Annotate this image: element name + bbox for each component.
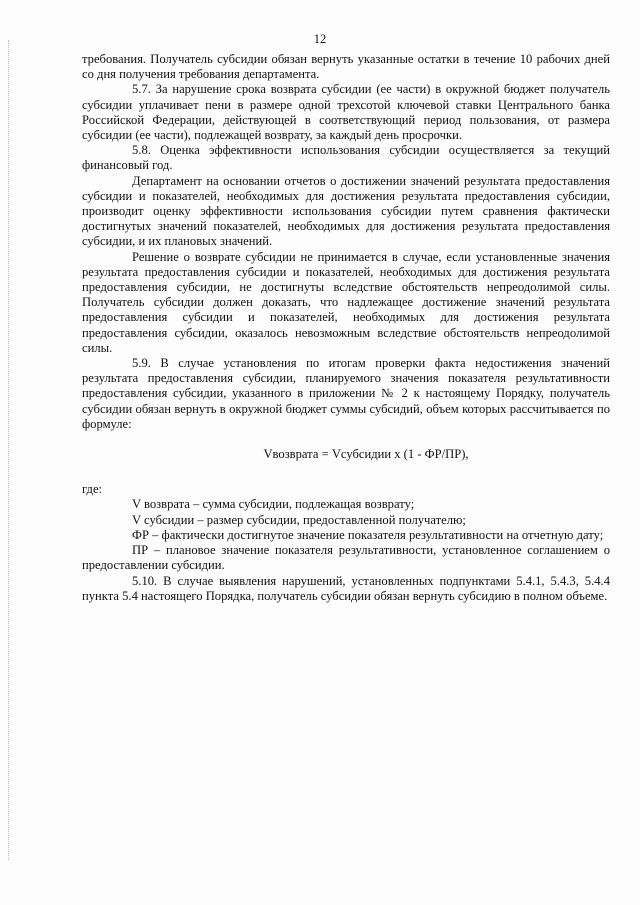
paragraph-department-assessment: Департамент на основании отчетов о достижении значений результата предоставления субсидии и показателей, необходимых для достижения результата предоставления субсидии, производит оценку эффективности использования субсидии путем сравнения фактически достигнутых значений показателей, необходимых для достижения результата предоставления субсидии, и их плановых значений. xyxy=(82,173,610,249)
refund-formula: Vвозврата = Vсубсидии x (1 - ФР/ПР), xyxy=(263,447,469,462)
paragraph-5-9: 5.9. В случае установления по итогам проверки факта недостижения значений результата предоставления субсидии, планируемого значения показателя результативности предоставления субсидии, указанного в приложении № 2 к настоящему Порядку, получатель субсидии обязан вернуть в окружной бюджет суммы субсидий, объем которых рассчитывается по формуле: xyxy=(82,356,610,431)
page-number: 12 xyxy=(313,32,327,46)
where-label: где: xyxy=(82,482,103,497)
definition-v-refund: V возврата – сумма субсидии, подлежащая возврату; xyxy=(132,497,415,512)
paragraph-5-8: 5.8. Оценка эффективности использования субсидии осуществляется за текущий финансовый год. xyxy=(82,143,610,173)
paragraph-force-majeure: Решение о возврате субсидии не принимается в случае, если установленные значения результата предоставления субсидии и показателей, необходимых для достижения результата предоставления субсидии, не достигнуты вследствие обстоятельств непреодолимой силы. Получатель субсидии должен доказать, что надлежащее достижение значений результата предоставления субсидии и показателей, необходимых для достижения результата предоставления субсидии, оказалось невозможным вследствие обстоятельств непреодолимой силы. xyxy=(82,249,610,355)
definition-fr: ФР – фактически достигнутое значение показателя результативности на отчетную дату; xyxy=(132,527,604,542)
paragraph-5-7: 5.7. За нарушение срока возврата субсидии (ее части) в окружной бюджет получатель субсидии уплачивает пени в размере одной трехсотой ключевой ставки Центрального банка Российской Федерации, действующей в соответствующий период пользования, от размера субсидии (ее части), подлежащей возврату, за каждый день просрочки. xyxy=(82,82,610,143)
paragraph-5-10: 5.10. В случае выявления нарушений, установленных подпунктами 5.4.1, 5.4.3, 5.4.4 пункта 5.4 настоящего Порядка, получатель субсидии обязан вернуть субсидию в полном объеме. xyxy=(82,573,610,603)
paragraph-continuation: требования. Получатель субсидии обязан вернуть указанные остатки в течение 10 рабочих дней со дня получения требования департамента. xyxy=(82,52,610,82)
definition-pr: ПР – плановое значение показателя результативности, установленное соглашением о предоставлении субсидии. xyxy=(82,543,610,573)
scan-margin-line xyxy=(8,40,9,860)
document-body xyxy=(82,52,610,604)
definition-v-subsidy: V субсидии – размер субсидии, предоставленной получателю; xyxy=(132,512,466,527)
